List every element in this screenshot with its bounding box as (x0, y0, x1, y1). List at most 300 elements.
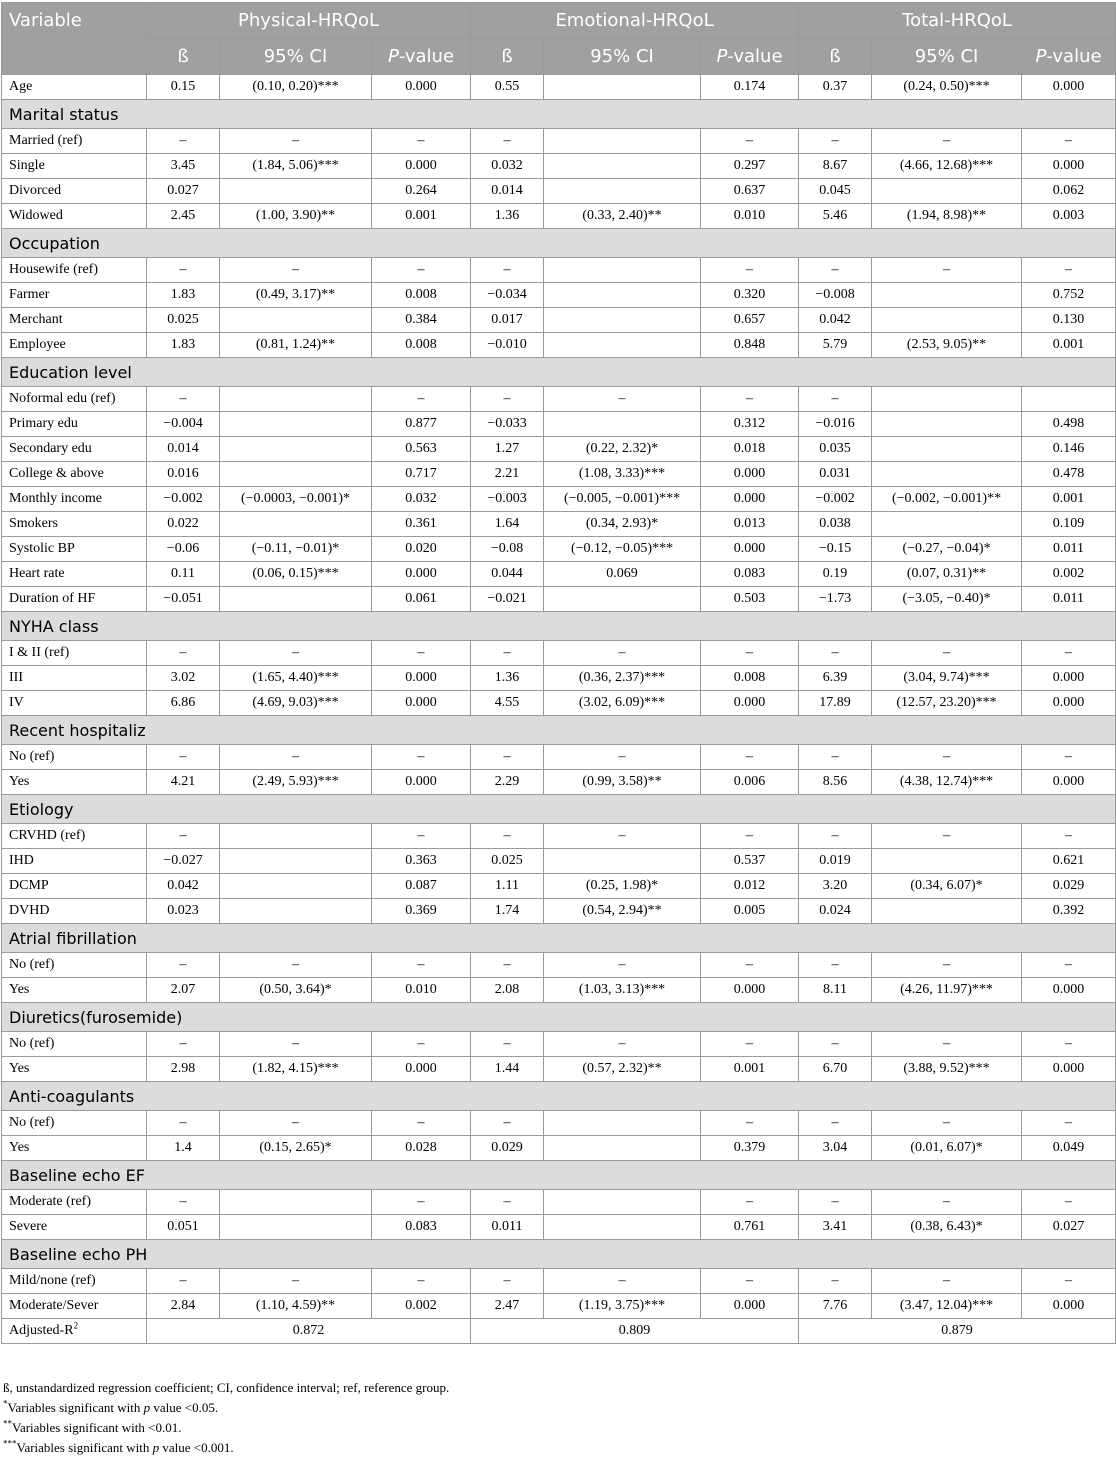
physical-pvalue: 0.020 (372, 537, 471, 562)
total-ci: – (872, 1269, 1022, 1294)
total-beta: 0.035 (799, 437, 872, 462)
footnote-p001: ***Variables significant with p value <0.001. (3, 1438, 234, 1455)
total-beta: – (799, 745, 872, 770)
emotional-ci (544, 258, 701, 283)
physical-ci: (1.84, 5.06)*** (220, 154, 372, 179)
physical-beta: 0.022 (147, 512, 220, 537)
total-ci (872, 849, 1022, 874)
variable-name: Secondary edu (2, 437, 147, 462)
physical-pvalue: 0.032 (372, 487, 471, 512)
table-row (2, 1032, 1116, 1057)
adjusted-r2-physical: 0.872 (147, 1319, 471, 1344)
emotional-ci (544, 1215, 701, 1240)
total-beta: – (799, 1190, 872, 1215)
total-ci: – (872, 953, 1022, 978)
table-row (2, 154, 1116, 179)
table-row (2, 75, 1116, 100)
total-beta: 0.038 (799, 512, 872, 537)
physical-ci: (0.15, 2.65)* (220, 1136, 372, 1161)
total-beta: 0.024 (799, 899, 872, 924)
total-ci (872, 899, 1022, 924)
emotional-beta: 2.08 (471, 978, 544, 1003)
total-ci: (3.47, 12.04)*** (872, 1294, 1022, 1319)
total-ci: (0.01, 6.07)* (872, 1136, 1022, 1161)
physical-ci (220, 512, 372, 537)
emotional-beta: −0.08 (471, 537, 544, 562)
ci-header: 95% CI (544, 39, 701, 75)
physical-pvalue: 0.361 (372, 512, 471, 537)
emotional-pvalue: – (701, 129, 799, 154)
physical-ci: (0.06, 0.15)*** (220, 562, 372, 587)
total-beta: −0.002 (799, 487, 872, 512)
total-beta: – (799, 1269, 872, 1294)
total-beta: – (799, 129, 872, 154)
emotional-ci: (1.08, 3.33)*** (544, 462, 701, 487)
variable-name: Age (2, 75, 147, 100)
physical-pvalue: 0.061 (372, 587, 471, 612)
section-row (2, 1240, 1116, 1269)
section-title: Occupation (2, 229, 1116, 258)
emotional-ci: (0.34, 2.93)* (544, 512, 701, 537)
total-beta: 8.11 (799, 978, 872, 1003)
physical-pvalue: – (372, 824, 471, 849)
emotional-beta: 1.27 (471, 437, 544, 462)
section-row (2, 358, 1116, 387)
variable-name: Yes (2, 1057, 147, 1082)
emotional-pvalue: 0.537 (701, 849, 799, 874)
section-title: Baseline echo EF (2, 1161, 1116, 1190)
emotional-pvalue: – (701, 258, 799, 283)
pvalue-header: P-value (701, 39, 799, 75)
emotional-pvalue: 0.657 (701, 308, 799, 333)
emotional-pvalue: 0.637 (701, 179, 799, 204)
physical-beta: – (147, 258, 220, 283)
total-ci: (0.38, 6.43)* (872, 1215, 1022, 1240)
variable-name: No (ref) (2, 745, 147, 770)
emotional-pvalue: 0.312 (701, 412, 799, 437)
emotional-ci: (1.19, 3.75)*** (544, 1294, 701, 1319)
variable-name: Housewife (ref) (2, 258, 147, 283)
total-pvalue: 0.011 (1022, 587, 1116, 612)
section-row (2, 612, 1116, 641)
emotional-ci: (1.03, 3.13)*** (544, 978, 701, 1003)
emotional-beta: 1.11 (471, 874, 544, 899)
physical-pvalue: 0.002 (372, 1294, 471, 1319)
physical-beta: 0.027 (147, 179, 220, 204)
emotional-ci: (−0.12, −0.05)*** (544, 537, 701, 562)
footnote-p01: **Variables significant with <0.01. (3, 1418, 182, 1435)
variable-name: Single (2, 154, 147, 179)
emotional-beta: 0.032 (471, 154, 544, 179)
physical-ci: (1.82, 4.15)*** (220, 1057, 372, 1082)
physical-ci: – (220, 1032, 372, 1057)
variable-name: Yes (2, 1136, 147, 1161)
table-row (2, 462, 1116, 487)
emotional-ci (544, 1111, 701, 1136)
physical-pvalue: – (372, 1111, 471, 1136)
total-pvalue: 0.000 (1022, 770, 1116, 795)
table-row (2, 487, 1116, 512)
variable-name: Noformal edu (ref) (2, 387, 147, 412)
variable-name: No (ref) (2, 1032, 147, 1057)
section-row (2, 229, 1116, 258)
total-pvalue: 0.146 (1022, 437, 1116, 462)
physical-ci (220, 437, 372, 462)
physical-ci (220, 179, 372, 204)
emotional-beta: −0.034 (471, 283, 544, 308)
total-ci (872, 283, 1022, 308)
emotional-beta: 0.55 (471, 75, 544, 100)
total-pvalue: 0.027 (1022, 1215, 1116, 1240)
total-pvalue: 0.049 (1022, 1136, 1116, 1161)
emotional-ci (544, 333, 701, 358)
emotional-ci (544, 849, 701, 874)
emotional-pvalue: – (701, 953, 799, 978)
total-ci (872, 412, 1022, 437)
table-row (2, 308, 1116, 333)
total-beta: – (799, 1111, 872, 1136)
physical-beta: – (147, 641, 220, 666)
emotional-ci (544, 129, 701, 154)
table-row (2, 1111, 1116, 1136)
variable-name: Widowed (2, 204, 147, 229)
total-beta: 0.045 (799, 179, 872, 204)
physical-beta: 3.02 (147, 666, 220, 691)
total-beta: – (799, 641, 872, 666)
physical-pvalue: – (372, 129, 471, 154)
section-title: NYHA class (2, 612, 1116, 641)
physical-beta: 1.83 (147, 333, 220, 358)
physical-hrqol-header: Physical-HRQoL (147, 3, 471, 39)
table-row (2, 874, 1116, 899)
physical-ci (220, 587, 372, 612)
total-ci: – (872, 1111, 1022, 1136)
total-pvalue: – (1022, 953, 1116, 978)
emotional-ci (544, 154, 701, 179)
ci-header: 95% CI (872, 39, 1022, 75)
emotional-beta: – (471, 824, 544, 849)
total-pvalue: 0.000 (1022, 691, 1116, 716)
physical-pvalue: – (372, 258, 471, 283)
section-row (2, 795, 1116, 824)
beta-header: ß (471, 39, 544, 75)
total-beta: 0.019 (799, 849, 872, 874)
variable-name: Heart rate (2, 562, 147, 587)
total-ci: (4.66, 12.68)*** (872, 154, 1022, 179)
emotional-pvalue: 0.174 (701, 75, 799, 100)
beta-header: ß (799, 39, 872, 75)
emotional-ci: – (544, 1032, 701, 1057)
emotional-pvalue: – (701, 641, 799, 666)
physical-beta: – (147, 824, 220, 849)
physical-ci: – (220, 258, 372, 283)
total-beta: −0.15 (799, 537, 872, 562)
total-beta: 5.46 (799, 204, 872, 229)
emotional-pvalue: 0.005 (701, 899, 799, 924)
emotional-ci: (0.33, 2.40)** (544, 204, 701, 229)
physical-pvalue: – (372, 953, 471, 978)
physical-ci: (0.49, 3.17)** (220, 283, 372, 308)
total-ci: – (872, 1190, 1022, 1215)
emotional-beta: – (471, 129, 544, 154)
adjusted-r2-total: 0.879 (799, 1319, 1116, 1344)
physical-pvalue: 0.000 (372, 666, 471, 691)
physical-ci (220, 308, 372, 333)
physical-pvalue: – (372, 745, 471, 770)
emotional-beta: 1.44 (471, 1057, 544, 1082)
table-row (2, 899, 1116, 924)
total-pvalue: – (1022, 745, 1116, 770)
total-beta: −1.73 (799, 587, 872, 612)
physical-beta: – (147, 387, 220, 412)
section-title: Education level (2, 358, 1116, 387)
emotional-ci: – (544, 641, 701, 666)
section-title: Diuretics(furosemide) (2, 1003, 1116, 1032)
physical-pvalue: – (372, 387, 471, 412)
physical-pvalue: – (372, 1032, 471, 1057)
variable-name: Divorced (2, 179, 147, 204)
total-ci (872, 387, 1022, 412)
total-pvalue: 0.752 (1022, 283, 1116, 308)
section-row (2, 1082, 1116, 1111)
emotional-pvalue: 0.013 (701, 512, 799, 537)
emotional-beta: – (471, 1111, 544, 1136)
total-beta: – (799, 258, 872, 283)
physical-beta: 0.025 (147, 308, 220, 333)
table-row (2, 666, 1116, 691)
table-row (2, 770, 1116, 795)
emotional-hrqol-header: Emotional-HRQoL (471, 3, 799, 39)
emotional-pvalue: 0.018 (701, 437, 799, 462)
variable-name: Severe (2, 1215, 147, 1240)
total-ci: (0.34, 6.07)* (872, 874, 1022, 899)
emotional-beta: 0.025 (471, 849, 544, 874)
variable-name: CRVHD (ref) (2, 824, 147, 849)
section-title: Recent hospitaliz (2, 716, 1116, 745)
table-row (2, 691, 1116, 716)
emotional-ci: (−0.005, −0.001)*** (544, 487, 701, 512)
physical-beta: – (147, 1111, 220, 1136)
physical-beta: 1.4 (147, 1136, 220, 1161)
total-ci: (3.88, 9.52)*** (872, 1057, 1022, 1082)
total-ci: (0.24, 0.50)*** (872, 75, 1022, 100)
variable-name: III (2, 666, 147, 691)
emotional-beta: 2.21 (471, 462, 544, 487)
beta-header: ß (147, 39, 220, 75)
table-row (2, 745, 1116, 770)
emotional-ci (544, 283, 701, 308)
total-ci: – (872, 1032, 1022, 1057)
emotional-ci: (0.36, 2.37)*** (544, 666, 701, 691)
table-row (2, 1294, 1116, 1319)
physical-pvalue: 0.008 (372, 333, 471, 358)
variable-name: Yes (2, 978, 147, 1003)
physical-beta: – (147, 1269, 220, 1294)
variable-name: Primary edu (2, 412, 147, 437)
emotional-ci: – (544, 824, 701, 849)
emotional-pvalue: – (701, 1269, 799, 1294)
total-pvalue: 0.001 (1022, 487, 1116, 512)
emotional-beta: −0.033 (471, 412, 544, 437)
physical-beta: 2.84 (147, 1294, 220, 1319)
total-beta: 17.89 (799, 691, 872, 716)
physical-pvalue: 0.877 (372, 412, 471, 437)
physical-pvalue: 0.563 (372, 437, 471, 462)
physical-beta: 2.07 (147, 978, 220, 1003)
physical-ci: – (220, 641, 372, 666)
emotional-ci (544, 1136, 701, 1161)
physical-pvalue: – (372, 641, 471, 666)
total-ci (872, 308, 1022, 333)
physical-beta: 0.014 (147, 437, 220, 462)
table-row (2, 1269, 1116, 1294)
total-ci: – (872, 824, 1022, 849)
emotional-ci (544, 412, 701, 437)
total-pvalue: – (1022, 1269, 1116, 1294)
physical-beta: 3.45 (147, 154, 220, 179)
emotional-pvalue: 0.008 (701, 666, 799, 691)
total-ci (872, 179, 1022, 204)
physical-beta: 2.45 (147, 204, 220, 229)
variable-header: Variable (2, 3, 147, 75)
section-title: Anti-coagulants (2, 1082, 1116, 1111)
emotional-pvalue: 0.000 (701, 978, 799, 1003)
total-ci (872, 512, 1022, 537)
table-row (2, 978, 1116, 1003)
physical-pvalue: – (372, 1269, 471, 1294)
emotional-pvalue: 0.010 (701, 204, 799, 229)
emotional-ci: – (544, 953, 701, 978)
emotional-pvalue: 0.848 (701, 333, 799, 358)
total-ci: – (872, 129, 1022, 154)
total-ci: – (872, 745, 1022, 770)
physical-ci (220, 824, 372, 849)
total-pvalue: 0.062 (1022, 179, 1116, 204)
physical-beta: 4.21 (147, 770, 220, 795)
table-row (2, 587, 1116, 612)
physical-pvalue: 0.001 (372, 204, 471, 229)
variable-name: DVHD (2, 899, 147, 924)
section-row (2, 716, 1116, 745)
emotional-ci: (0.25, 1.98)* (544, 874, 701, 899)
emotional-pvalue: – (701, 1190, 799, 1215)
emotional-ci: (0.22, 2.32)* (544, 437, 701, 462)
regression-table (1, 2, 1116, 1344)
table-row (2, 1215, 1116, 1240)
pvalue-header: P-value (372, 39, 471, 75)
physical-pvalue: 0.083 (372, 1215, 471, 1240)
table-row (2, 537, 1116, 562)
table-row (2, 333, 1116, 358)
emotional-beta: 1.36 (471, 666, 544, 691)
emotional-beta: 0.017 (471, 308, 544, 333)
emotional-pvalue: – (701, 1032, 799, 1057)
total-pvalue: 0.130 (1022, 308, 1116, 333)
total-pvalue: – (1022, 1111, 1116, 1136)
physical-beta: 0.042 (147, 874, 220, 899)
physical-beta: – (147, 953, 220, 978)
physical-beta: – (147, 129, 220, 154)
physical-ci: (0.10, 0.20)*** (220, 75, 372, 100)
physical-beta: −0.027 (147, 849, 220, 874)
physical-beta: −0.051 (147, 587, 220, 612)
total-pvalue: – (1022, 129, 1116, 154)
adjusted-r2-emotional: 0.809 (471, 1319, 799, 1344)
emotional-pvalue: – (701, 824, 799, 849)
section-title: Atrial fibrillation (2, 924, 1116, 953)
physical-pvalue: 0.264 (372, 179, 471, 204)
emotional-pvalue: 0.001 (701, 1057, 799, 1082)
emotional-pvalue: 0.000 (701, 537, 799, 562)
variable-name: Monthly income (2, 487, 147, 512)
emotional-pvalue: – (701, 1111, 799, 1136)
physical-beta: 0.15 (147, 75, 220, 100)
total-pvalue: 0.498 (1022, 412, 1116, 437)
emotional-pvalue: 0.000 (701, 1294, 799, 1319)
emotional-beta: 4.55 (471, 691, 544, 716)
total-ci: (−3.05, −0.40)* (872, 587, 1022, 612)
physical-beta: −0.06 (147, 537, 220, 562)
physical-beta: −0.002 (147, 487, 220, 512)
emotional-beta: −0.021 (471, 587, 544, 612)
table-row (2, 258, 1116, 283)
section-row (2, 924, 1116, 953)
emotional-beta: – (471, 387, 544, 412)
physical-beta: −0.004 (147, 412, 220, 437)
table-row (2, 953, 1116, 978)
physical-ci (220, 387, 372, 412)
emotional-pvalue: 0.083 (701, 562, 799, 587)
total-pvalue: 0.392 (1022, 899, 1116, 924)
footnote-p05: *Variables significant with p value <0.05. (3, 1398, 219, 1415)
total-ci: (0.07, 0.31)** (872, 562, 1022, 587)
physical-ci: (1.10, 4.59)** (220, 1294, 372, 1319)
emotional-beta: – (471, 258, 544, 283)
physical-pvalue: 0.028 (372, 1136, 471, 1161)
emotional-pvalue: – (701, 387, 799, 412)
total-ci (872, 437, 1022, 462)
variable-name: Moderate (ref) (2, 1190, 147, 1215)
physical-beta: – (147, 745, 220, 770)
total-ci: (2.53, 9.05)** (872, 333, 1022, 358)
emotional-beta: 0.011 (471, 1215, 544, 1240)
physical-beta: 0.11 (147, 562, 220, 587)
emotional-beta: – (471, 1269, 544, 1294)
variable-name: Systolic BP (2, 537, 147, 562)
total-beta: 3.41 (799, 1215, 872, 1240)
physical-ci: (0.81, 1.24)** (220, 333, 372, 358)
emotional-beta: 0.044 (471, 562, 544, 587)
total-beta: 6.39 (799, 666, 872, 691)
physical-beta: – (147, 1190, 220, 1215)
total-pvalue: 0.000 (1022, 978, 1116, 1003)
section-row (2, 1161, 1116, 1190)
physical-pvalue: 0.000 (372, 770, 471, 795)
total-beta: 3.20 (799, 874, 872, 899)
ci-header: 95% CI (220, 39, 372, 75)
table-row (2, 641, 1116, 666)
physical-ci: (2.49, 5.93)*** (220, 770, 372, 795)
section-row (2, 100, 1116, 129)
physical-ci: – (220, 953, 372, 978)
total-ci: (4.38, 12.74)*** (872, 770, 1022, 795)
total-pvalue: 0.000 (1022, 75, 1116, 100)
total-ci: (−0.27, −0.04)* (872, 537, 1022, 562)
table-row (2, 512, 1116, 537)
table-row (2, 437, 1116, 462)
table-row (2, 179, 1116, 204)
emotional-pvalue: 0.761 (701, 1215, 799, 1240)
